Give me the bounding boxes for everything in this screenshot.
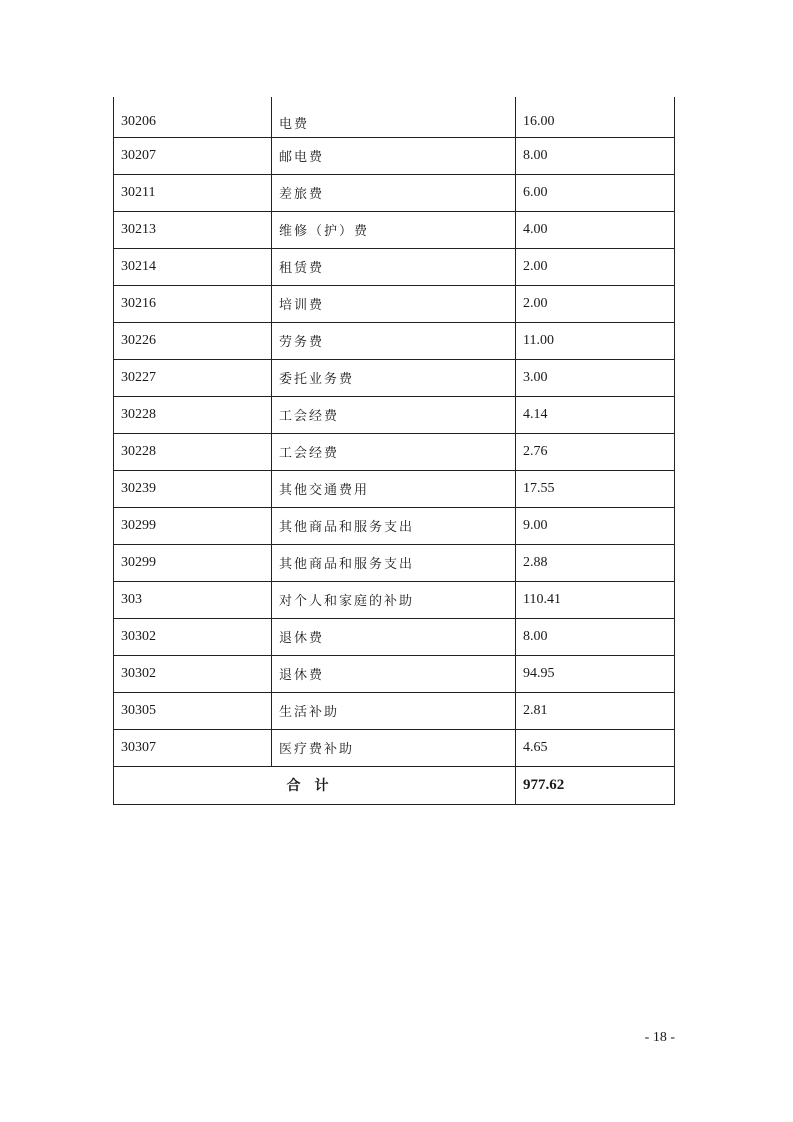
amount-cell: 4.00 [516,211,675,248]
amount-cell: 9.00 [516,507,675,544]
account-code-cell: 30214 [114,248,272,285]
item-name-cell: 退休费 [272,618,516,655]
table-row [114,692,675,729]
table-row [114,544,675,581]
item-name-cell: 其他交通费用 [272,470,516,507]
amount-cell: 17.55 [516,470,675,507]
amount-cell: 16.00 [516,97,675,137]
account-code-cell: 30213 [114,211,272,248]
account-code-cell: 30299 [114,507,272,544]
table-row [114,174,675,211]
item-name-cell: 生活补助 [272,692,516,729]
table-row [114,581,675,618]
table-row [114,97,675,137]
table-row [114,285,675,322]
account-code-cell: 30206 [114,97,272,137]
item-name-cell: 对个人和家庭的补助 [272,581,516,618]
account-code-cell: 30228 [114,433,272,470]
account-code-cell: 30211 [114,174,272,211]
amount-cell: 3.00 [516,359,675,396]
item-name-cell: 电费 [272,97,516,137]
account-code-cell: 30207 [114,137,272,174]
expenditure-table-body [114,97,675,804]
amount-cell: 8.00 [516,618,675,655]
item-name-cell: 租赁费 [272,248,516,285]
table-row [114,137,675,174]
account-code-cell: 30302 [114,655,272,692]
item-name-cell: 其他商品和服务支出 [272,507,516,544]
amount-cell: 11.00 [516,322,675,359]
account-code-cell: 30226 [114,322,272,359]
item-name-cell: 委托业务费 [272,359,516,396]
amount-cell: 2.88 [516,544,675,581]
table-row [114,248,675,285]
table-row [114,211,675,248]
amount-cell: 2.81 [516,692,675,729]
item-name-cell: 退休费 [272,655,516,692]
amount-cell: 2.00 [516,285,675,322]
account-code-cell: 30239 [114,470,272,507]
table-row [114,396,675,433]
account-code-cell: 30299 [114,544,272,581]
table-row [114,618,675,655]
account-code-cell: 30228 [114,396,272,433]
account-code-cell: 30216 [114,285,272,322]
table-row [114,359,675,396]
table-row [114,470,675,507]
table-row [114,507,675,544]
amount-cell: 8.00 [516,137,675,174]
amount-cell: 4.14 [516,396,675,433]
account-code-cell: 30305 [114,692,272,729]
table-row [114,433,675,470]
amount-cell: 110.41 [516,581,675,618]
account-code-cell: 30302 [114,618,272,655]
item-name-cell: 劳务费 [272,322,516,359]
item-name-cell: 工会经费 [272,433,516,470]
expenditure-table [113,97,675,805]
item-name-cell: 工会经费 [272,396,516,433]
table-row [114,322,675,359]
total-row [114,766,675,804]
total-label: 合计 [114,766,516,804]
account-code-cell: 303 [114,581,272,618]
table-row [114,729,675,766]
item-name-cell: 差旅费 [272,174,516,211]
account-code-cell: 30307 [114,729,272,766]
total-amount: 977.62 [516,766,675,804]
table-row [114,655,675,692]
amount-cell: 94.95 [516,655,675,692]
page-number: - 18 - [644,1030,675,1045]
item-name-cell: 邮电费 [272,137,516,174]
amount-cell: 2.76 [516,433,675,470]
amount-cell: 2.00 [516,248,675,285]
amount-cell: 4.65 [516,729,675,766]
item-name-cell: 医疗费补助 [272,729,516,766]
item-name-cell: 其他商品和服务支出 [272,544,516,581]
account-code-cell: 30227 [114,359,272,396]
amount-cell: 6.00 [516,174,675,211]
item-name-cell: 维修（护）费 [272,211,516,248]
item-name-cell: 培训费 [272,285,516,322]
